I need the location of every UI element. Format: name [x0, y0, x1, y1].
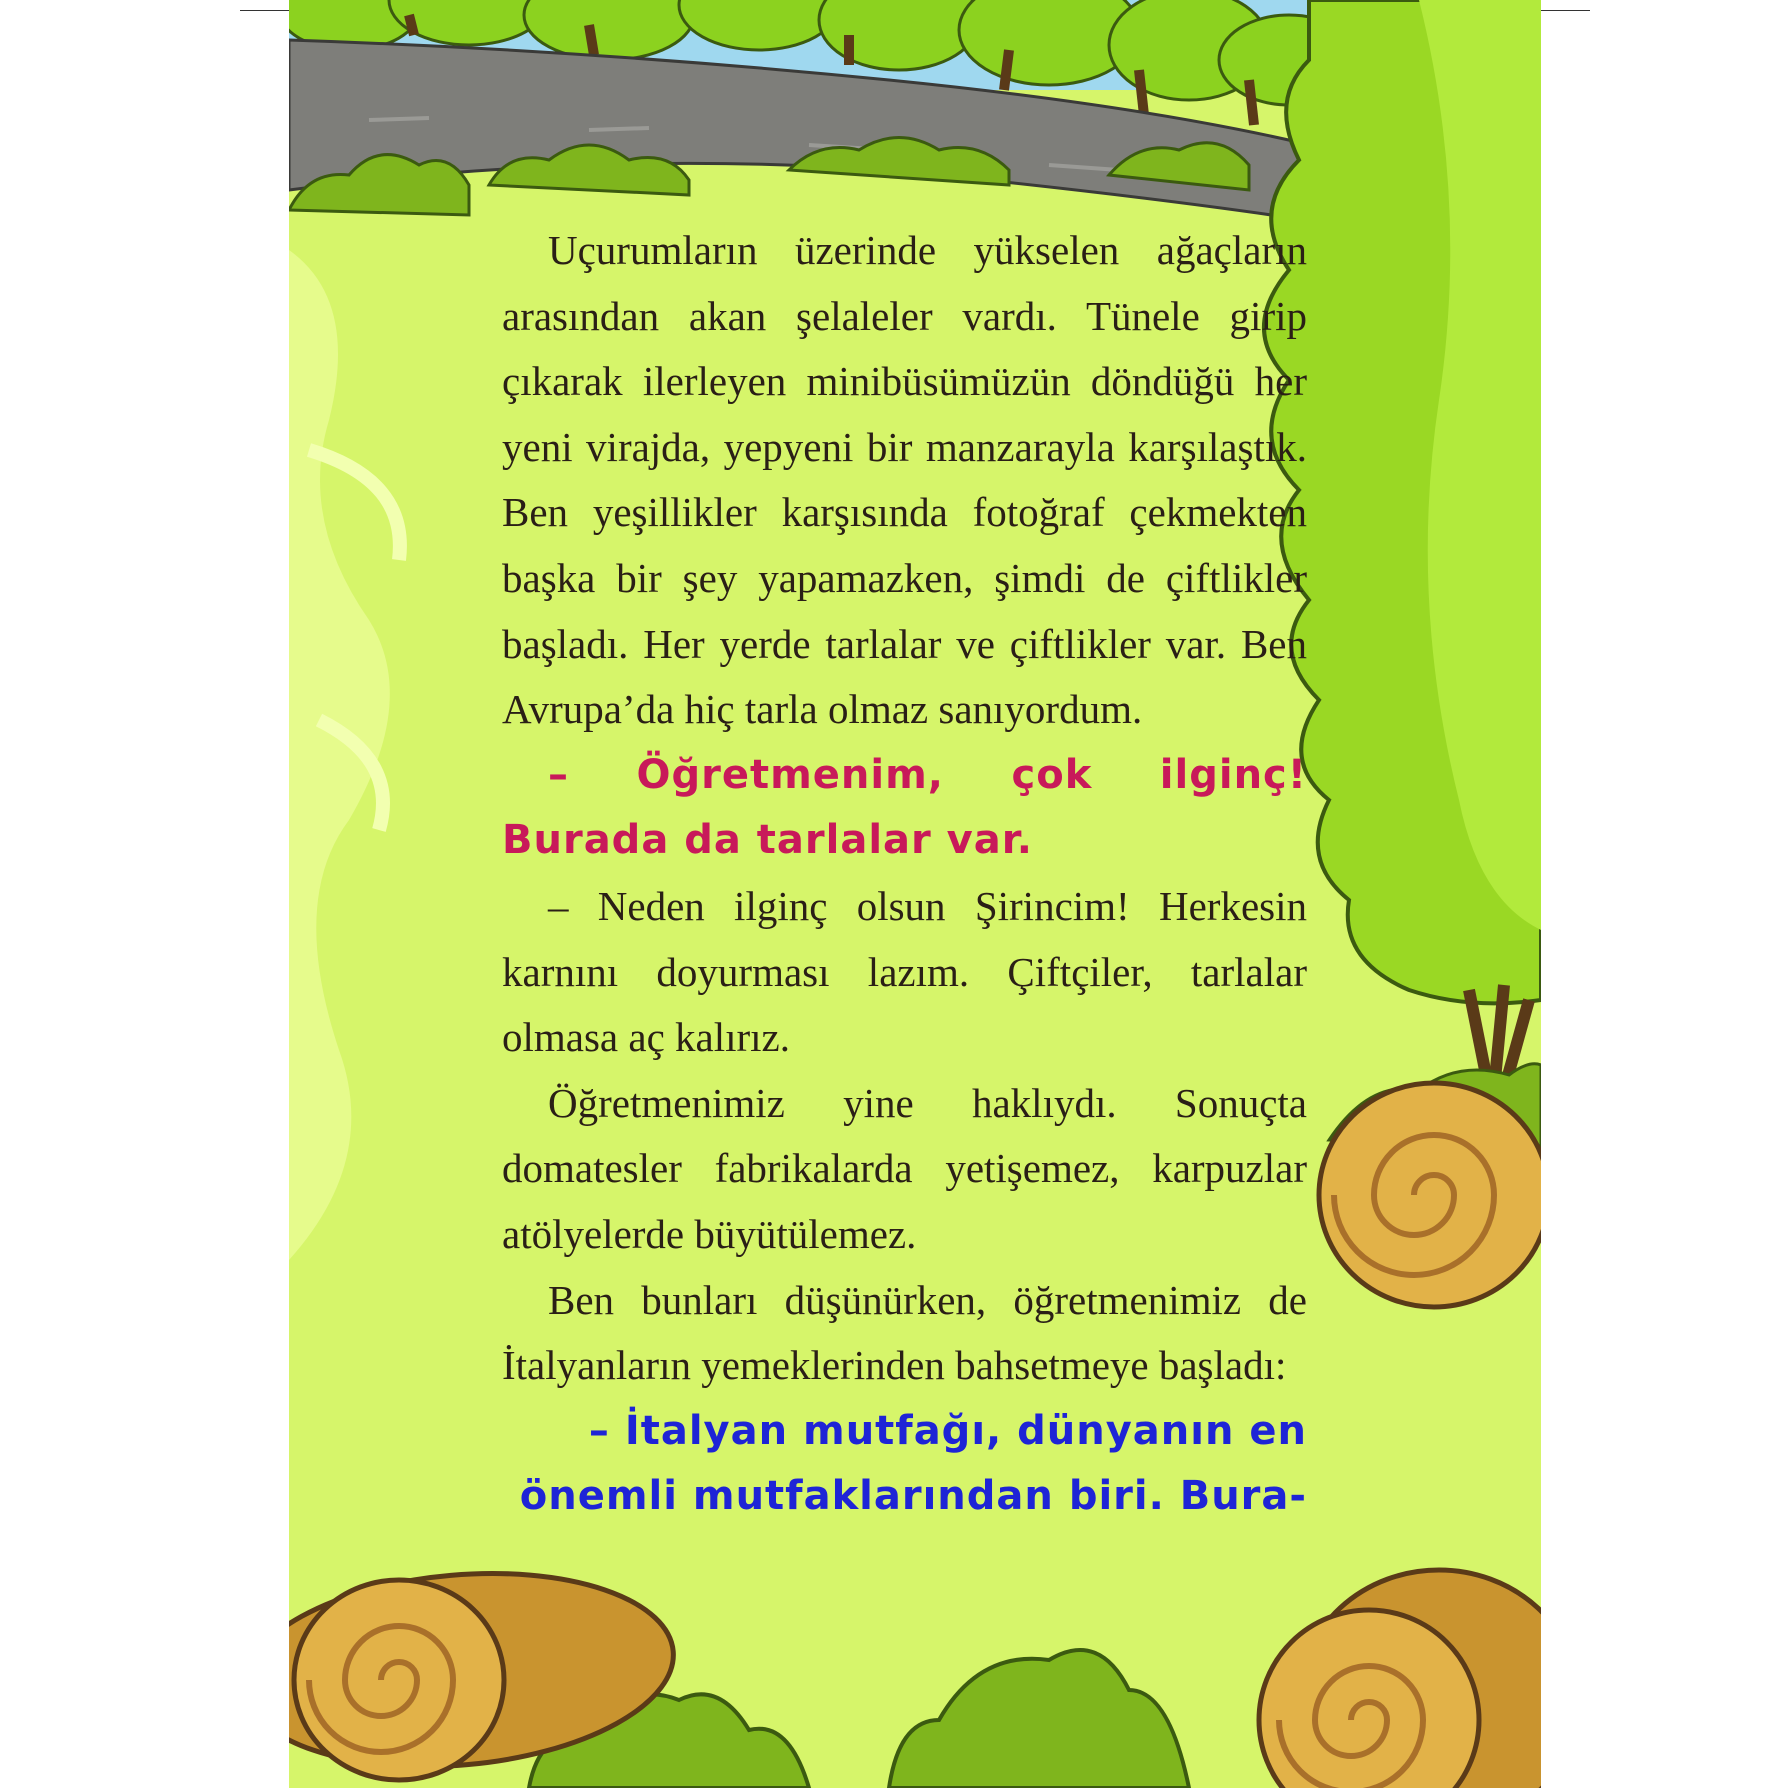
- paragraph-italian-food: Ben bunları düşünürken, öğretmenimiz de İtalyanların yemeklerinden bahsetmeye başladı:: [502, 1276, 1307, 1389]
- student-dialogue: – Öğretmenim, çok ilginç! Burada da tarlalar var.: [502, 751, 1307, 864]
- crop-mark-right: [1541, 10, 1590, 11]
- hay-bale-right-middle: [1319, 1083, 1541, 1307]
- paragraph-landscape: Uçurumların üzerinde yükselen ağaçların arasından akan şelaleler vardı. Tünele girip çıkarak ilerleyen minibüsümüzün döndüğü her yeni virajda, yepyeni bir manzarayla karşılaştık. Ben yeşillikler karşısında fotoğraf çekmekten başka bir şey yapamazken, şimdi de çiftlikler başladı. Her yerde tarlalar ve çiftlikler var. Ben Avrupa’da hiç tarla olmaz sanıyordum.: [502, 227, 1307, 733]
- crop-mark-left: [240, 10, 289, 11]
- teacher-speech-italian-cuisine: – İtalyan mutfağı, dünyanın en önemli mutfaklarından biri. Bura-: [519, 1407, 1307, 1520]
- book-page: [289, 0, 1541, 1788]
- teacher-dialogue: – Neden ilginç olsun Şirincim! Herkesin karnını doyurması lazım. Çiftçiler, tarlalar olmasa aç kalırız.: [502, 882, 1307, 1061]
- story-text: [502, 218, 1307, 1530]
- paragraph-teacher-right: Öğretmenimiz yine haklıydı. Sonuçta domatesler fabrikalarda yetişemez, karpuzlar atölyelerde büyütülemez.: [502, 1079, 1307, 1257]
